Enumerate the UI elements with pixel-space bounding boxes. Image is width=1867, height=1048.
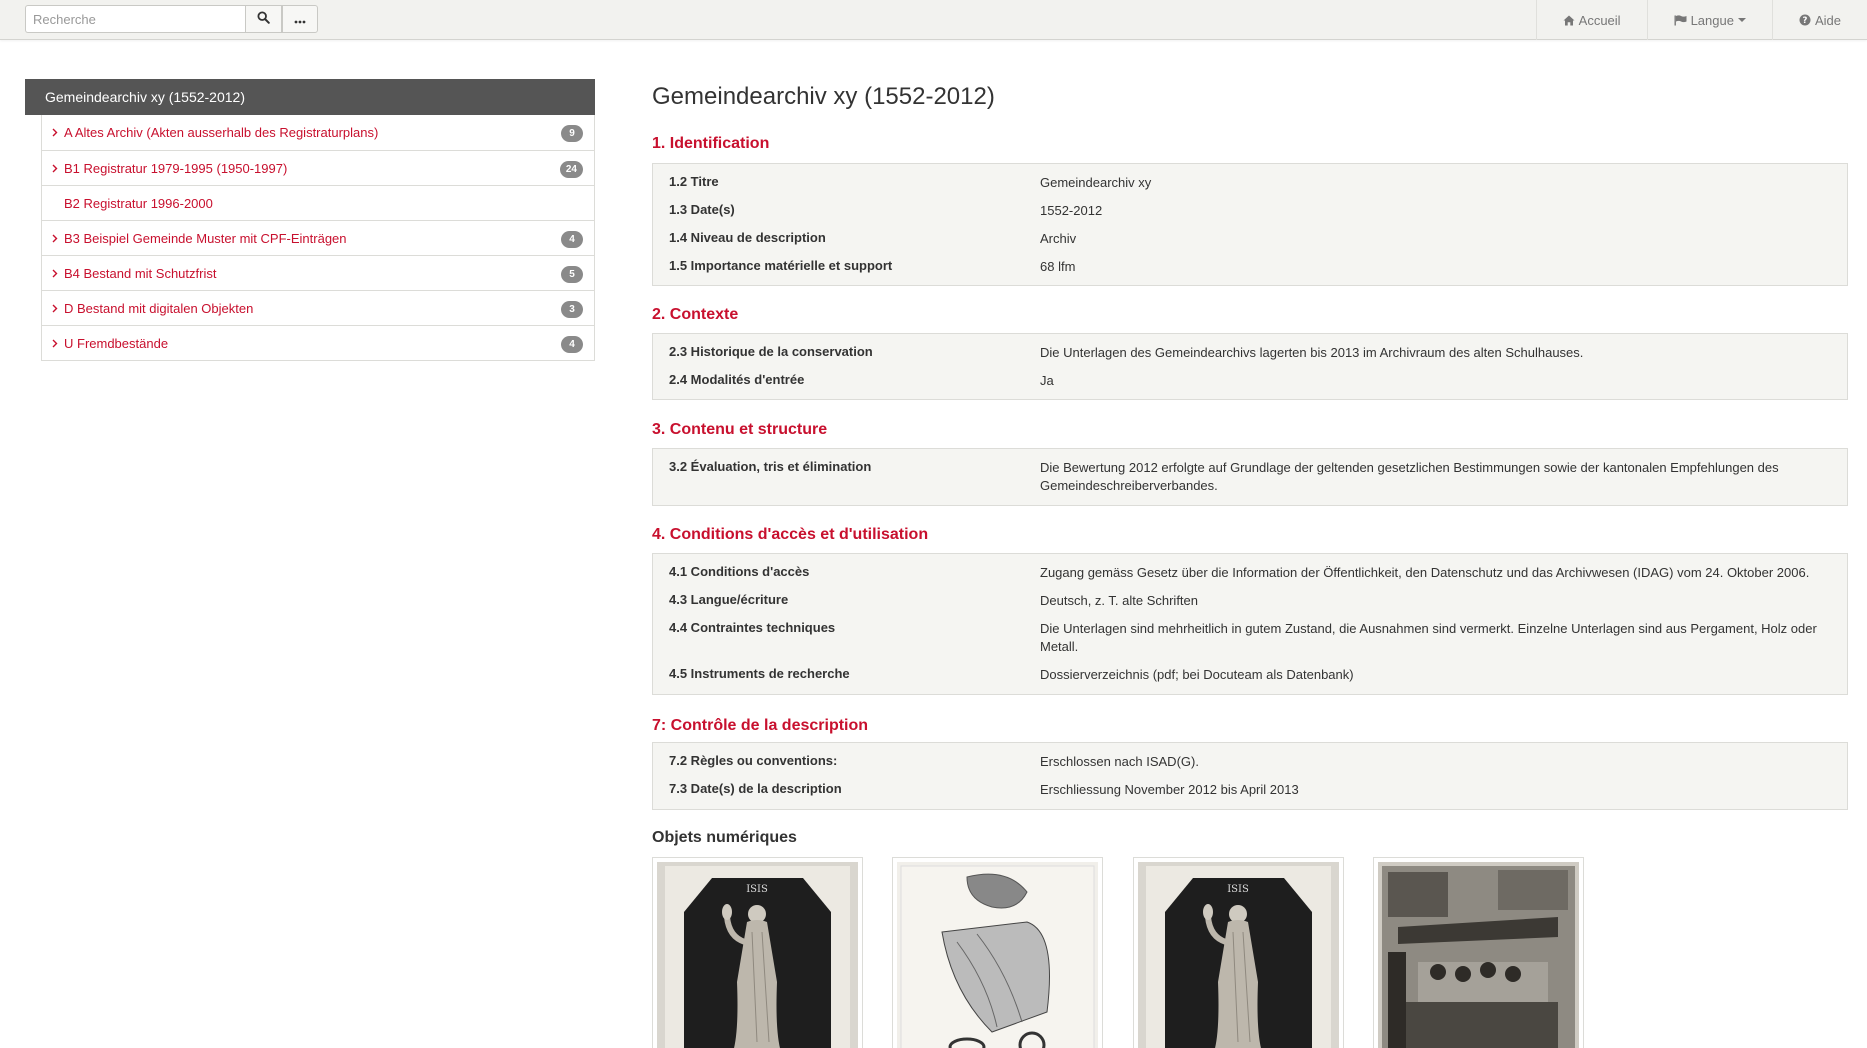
field-value: Deutsch, z. T. alte Schriften bbox=[1040, 593, 1198, 608]
thumbnail-caption: ISIS bbox=[1227, 884, 1249, 895]
tree-item-label: B2 Registratur 1996-2000 bbox=[64, 195, 213, 211]
field-label: 7.2 Règles ou conventions: bbox=[669, 753, 838, 768]
page-title: Gemeindearchiv xy (1552-2012) bbox=[652, 83, 995, 110]
tree-item-label: D Bestand mit digitalen Objekten bbox=[64, 300, 254, 316]
field-value: Die Unterlagen sind mehrheitlich in gutem Zustand, die Ausnahmen sind vermerkt. Einzelne Unterlagen sind aus Pergament, Holz oder Metall. bbox=[1040, 621, 1817, 654]
field-label: 1.3 Date(s) bbox=[669, 202, 735, 217]
count-badge: 9 bbox=[561, 125, 583, 142]
section-title: 1. Identification bbox=[652, 135, 770, 152]
ellipsis-icon bbox=[294, 11, 306, 27]
nav-help[interactable] bbox=[1772, 0, 1867, 40]
tree-item[interactable] bbox=[42, 325, 594, 360]
tree-root-item[interactable] bbox=[25, 79, 595, 115]
section-panel bbox=[652, 448, 1848, 506]
chevron-right-icon[interactable] bbox=[52, 234, 64, 243]
field-label: 4.1 Conditions d'accès bbox=[669, 564, 810, 579]
section-title: 7: Contrôle de la description bbox=[652, 717, 869, 734]
count-badge: 5 bbox=[561, 266, 583, 283]
field-value: Die Bewertung 2012 erfolgte auf Grundlage der geltenden gesetzlichen Bestimmungen sowie der kantonalen Empfehlungen des Gemeindeschreiberverbandes. bbox=[1040, 460, 1779, 493]
digital-object-thumbnail[interactable] bbox=[892, 857, 1103, 1048]
svg-text:?: ? bbox=[1802, 16, 1808, 26]
tree-list bbox=[41, 115, 595, 361]
advanced-search-button[interactable] bbox=[282, 5, 318, 33]
field-label: 1.4 Niveau de description bbox=[669, 230, 826, 245]
field-label: 2.3 Historique de la conservation bbox=[669, 344, 873, 359]
digital-objects-title: Objets numériques bbox=[652, 829, 797, 846]
tree-item[interactable] bbox=[42, 255, 594, 290]
chevron-right-icon[interactable] bbox=[52, 164, 64, 173]
top-navbar bbox=[0, 0, 1867, 40]
field-label: 1.5 Importance matérielle et support bbox=[669, 258, 893, 273]
count-badge: 4 bbox=[561, 231, 583, 248]
search-button[interactable] bbox=[245, 5, 282, 33]
field-value: 1552-2012 bbox=[1040, 203, 1103, 218]
field-value: Gemeindearchiv xy bbox=[1040, 175, 1152, 190]
search-input[interactable] bbox=[25, 5, 245, 33]
tree-item-label: A Altes Archiv (Akten ausserhalb des Registraturplans) bbox=[64, 125, 379, 140]
search-icon bbox=[257, 11, 270, 27]
tree-item-label: B1 Registratur 1979-1995 (1950-1997) bbox=[64, 160, 288, 176]
section-panel bbox=[652, 742, 1848, 810]
tree-item[interactable] bbox=[42, 185, 594, 220]
count-badge: 3 bbox=[561, 301, 583, 318]
tree-item[interactable] bbox=[42, 290, 594, 325]
field-value: Erschliessung November 2012 bis April 2013 bbox=[1040, 782, 1299, 797]
top-nav-links bbox=[1536, 0, 1867, 40]
field-label: 1.2 Titre bbox=[669, 174, 719, 189]
section-panel bbox=[652, 333, 1848, 400]
digital-object-thumbnail[interactable] bbox=[652, 857, 863, 1048]
chevron-right-icon[interactable] bbox=[52, 339, 64, 348]
nav-home-label: Accueil bbox=[1578, 12, 1621, 28]
caret-down-icon bbox=[1738, 18, 1746, 22]
field-label: 3.2 Évaluation, tris et élimination bbox=[669, 459, 872, 474]
digital-object-thumbnail[interactable] bbox=[1133, 857, 1344, 1048]
field-value: Die Unterlagen des Gemeindearchivs lagerten bis 2013 im Archivraum des alten Schulhauses. bbox=[1040, 345, 1584, 360]
flag-icon bbox=[1674, 15, 1687, 26]
field-value: Ja bbox=[1040, 373, 1054, 388]
tree-item[interactable] bbox=[42, 220, 594, 255]
nav-language-label: Langue bbox=[1690, 12, 1734, 28]
section-title: 2. Contexte bbox=[652, 306, 739, 323]
home-icon bbox=[1563, 15, 1575, 26]
section-panel bbox=[652, 163, 1848, 286]
tree-item-label: B4 Bestand mit Schutzfrist bbox=[64, 265, 217, 281]
field-label: 4.5 Instruments de recherche bbox=[669, 666, 850, 681]
thumbnail-caption: ISIS bbox=[746, 884, 768, 895]
chevron-right-icon[interactable] bbox=[52, 128, 64, 137]
field-value: Erschlossen nach ISAD(G). bbox=[1040, 754, 1199, 769]
count-badge: 24 bbox=[560, 161, 583, 178]
tree-root-label: Gemeindearchiv xy (1552-2012) bbox=[45, 89, 245, 105]
field-value: Dossierverzeichnis (pdf; bei Docuteam als Datenbank) bbox=[1040, 667, 1354, 682]
question-circle-icon bbox=[1799, 14, 1811, 26]
nav-help-label: Aide bbox=[1814, 12, 1841, 28]
field-label: 7.3 Date(s) de la description bbox=[669, 781, 842, 796]
field-value: 68 lfm bbox=[1040, 259, 1076, 274]
search-form bbox=[25, 5, 318, 33]
count-badge: 4 bbox=[561, 336, 583, 353]
nav-home[interactable] bbox=[1536, 0, 1647, 40]
section-title: 3. Contenu et structure bbox=[652, 421, 828, 438]
chevron-right-icon[interactable] bbox=[52, 269, 64, 278]
field-value: Zugang gemäss Gesetz über die Information der Öffentlichkeit, den Datenschutz und das Archivwesen (IDAG) vom 24. Oktober 2006. bbox=[1040, 565, 1810, 580]
tree-item-label: U Fremdbestände bbox=[64, 335, 169, 351]
field-label: 4.3 Langue/écriture bbox=[669, 592, 789, 607]
digital-object-thumbnail[interactable] bbox=[1373, 857, 1584, 1048]
chevron-right-icon[interactable] bbox=[52, 304, 64, 313]
field-label: 4.4 Contraintes techniques bbox=[669, 620, 836, 635]
tree-item[interactable] bbox=[42, 150, 594, 185]
tree-item-label: B3 Beispiel Gemeinde Muster mit CPF-Einträgen bbox=[64, 230, 347, 246]
field-label: 2.4 Modalités d'entrée bbox=[669, 372, 805, 387]
tree-item[interactable] bbox=[42, 115, 594, 150]
section-panel bbox=[652, 553, 1848, 695]
nav-language[interactable] bbox=[1647, 0, 1772, 40]
section-title: 4. Conditions d'accès et d'utilisation bbox=[652, 526, 929, 543]
field-value: Archiv bbox=[1040, 231, 1077, 246]
